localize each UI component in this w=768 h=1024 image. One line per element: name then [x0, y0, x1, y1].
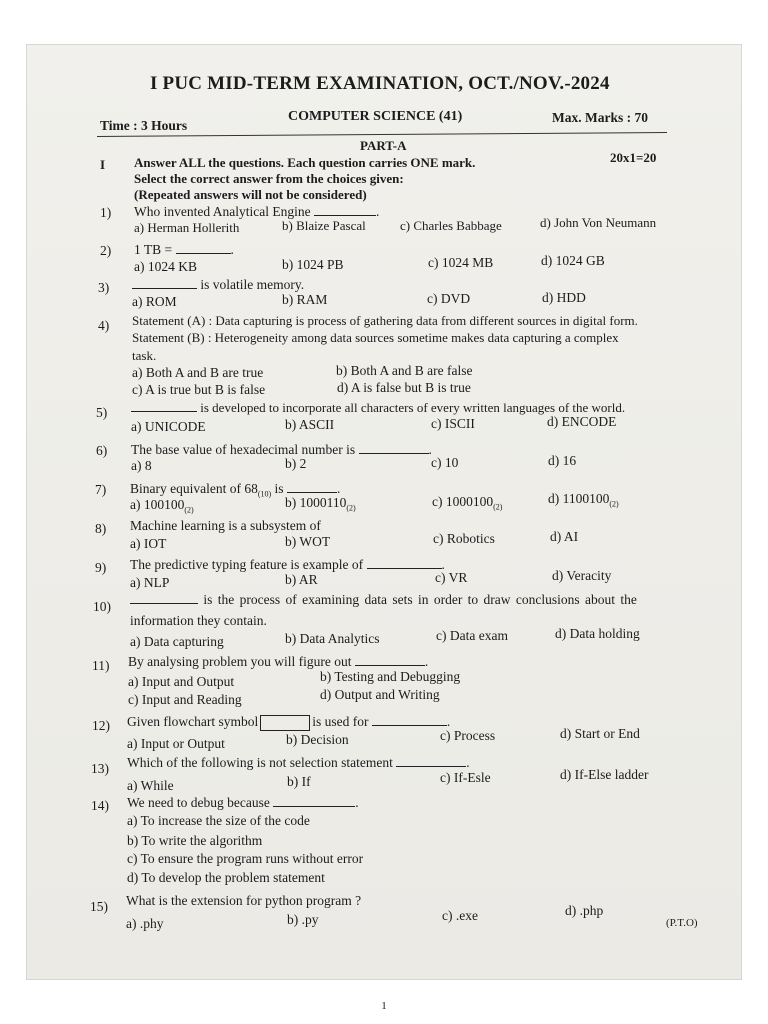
option: a) Herman Hollerith — [134, 220, 240, 235]
option: c) VR — [435, 570, 468, 585]
option: b) Testing and Debugging — [320, 669, 461, 684]
option: b) ASCII — [285, 417, 335, 432]
option: a) Input or Output — [127, 736, 225, 751]
option: d) Data holding — [555, 626, 640, 641]
option: b) 1024 PB — [282, 257, 344, 272]
question-text: Given flowchart symbol is used for . — [127, 714, 451, 729]
question-text: Statement (A) : Data capturing is process of gathering data from different sources in digital form. — [132, 313, 638, 328]
option: a) 1024 KB — [134, 259, 197, 274]
option: b) .py — [287, 912, 319, 927]
question-number: 11) — [92, 658, 110, 673]
option: a) NLP — [130, 575, 170, 590]
question-text: The predictive typing feature is example of . — [130, 557, 445, 572]
question-number: 6) — [96, 443, 108, 458]
instruction-line: (Repeated answers will not be considered) — [134, 187, 367, 202]
flowchart-process-symbol — [260, 715, 310, 731]
question-text: We need to debug because . — [127, 795, 359, 810]
question-text: The base value of hexadecimal number is . — [131, 442, 432, 457]
option: a) UNICODE — [131, 419, 206, 434]
option: c) DVD — [427, 291, 471, 306]
instruction-line: Answer ALL the questions. Each question carries ONE mark. — [134, 155, 476, 170]
option: a) Both A and B are true — [132, 365, 264, 380]
option: c) If-Esle — [440, 770, 491, 785]
option: c) 10 — [431, 455, 459, 470]
option: d) Veracity — [552, 568, 612, 583]
option: d) Start or End — [560, 726, 640, 741]
question-number: 13) — [91, 761, 109, 776]
question-number: 1) — [100, 205, 112, 220]
option: d) AI — [550, 529, 579, 544]
option: c) A is true but B is false — [132, 382, 266, 397]
question-number: 4) — [98, 318, 110, 333]
option: c) .exe — [442, 908, 478, 923]
option: b) Both A and B are false — [336, 363, 473, 378]
question-text: By analysing problem you will figure out . — [128, 654, 429, 669]
option: c) Input and Reading — [128, 692, 242, 707]
question-text: 1 TB = . — [134, 242, 234, 257]
option: a) IOT — [130, 536, 167, 551]
question-number: 14) — [91, 798, 109, 813]
question-text: What is the extension for python program ? — [126, 893, 362, 908]
option: c) Charles Babbage — [400, 218, 502, 233]
question-number: 7) — [95, 482, 107, 497]
option: b) Data Analytics — [285, 631, 380, 646]
option: b) Decision — [286, 732, 349, 747]
question-number: 10) — [93, 599, 111, 614]
exam-title: I PUC MID-TERM EXAMINATION, OCT./NOV.-2024 — [150, 73, 610, 94]
question-text: Statement (B) : Heterogeneity among data sources sometime makes data capturing a complex — [132, 330, 619, 345]
question-text: Machine learning is a subsystem of — [130, 518, 321, 533]
exam-subject: COMPUTER SCIENCE (41) — [288, 109, 463, 124]
option: a) Input and Output — [128, 674, 235, 689]
option: d) .php — [565, 903, 604, 918]
section-number: I — [100, 157, 106, 172]
option: b) AR — [285, 572, 318, 587]
option: d) 16 — [548, 453, 577, 468]
option: a) 8 — [131, 458, 152, 473]
page-number: 1 — [381, 1000, 387, 1012]
option: b) RAM — [282, 292, 328, 307]
option: d) To develop the problem statement — [127, 870, 325, 885]
question-number: 15) — [90, 899, 108, 914]
option: d) If-Else ladder — [560, 767, 649, 782]
question-number: 12) — [92, 718, 110, 733]
option: c) ISCII — [431, 416, 475, 431]
question-number: 3) — [98, 280, 110, 295]
option: d) 1024 GB — [541, 253, 605, 268]
option: b) WOT — [285, 534, 331, 549]
option: a) Data capturing — [130, 634, 224, 649]
instruction-line: Select the correct answer from the choices given: — [134, 171, 404, 186]
question-text: Which of the following is not selection statement . — [127, 755, 470, 770]
option: c) Data exam — [436, 628, 508, 643]
max-marks: Max. Marks : 70 — [552, 110, 648, 125]
option: c) To ensure the program runs without error — [127, 851, 364, 866]
option: b) Blaize Pascal — [282, 218, 366, 233]
question-number: 8) — [95, 521, 107, 536]
section-marks: 20x1=20 — [610, 150, 657, 165]
option: b) To write the algorithm — [127, 833, 263, 848]
option: a) $100100_{(2)}$ — [130, 497, 194, 515]
question-text: is volatile memory. — [132, 276, 304, 293]
option: d) ENCODE — [547, 414, 617, 429]
option: c) Robotics — [433, 531, 495, 546]
option: b) 2 — [285, 456, 307, 471]
part-heading: PART-A — [360, 138, 407, 153]
option: d) John Von Neumann — [540, 215, 657, 230]
option: d) Output and Writing — [320, 687, 440, 702]
option: d) $1100100_{(2)}$ — [548, 491, 619, 509]
exam-time: Time : 3 Hours — [100, 118, 188, 133]
option: a) To increase the size of the code — [127, 813, 310, 828]
please-turn-over: (P.T.O) — [666, 917, 698, 929]
option: b) $1000110_{(2)}$ — [285, 495, 356, 513]
option: a) .phy — [126, 916, 164, 931]
question-text: information they contain. — [130, 613, 267, 628]
question-number: 9) — [95, 560, 107, 575]
option: c) $1000100_{(2)}$ — [432, 494, 503, 512]
question-text: Who invented Analytical Engine . — [134, 204, 380, 219]
option: b) If — [287, 774, 311, 789]
option: a) While — [127, 778, 174, 793]
option: a) ROM — [132, 294, 177, 309]
option: d) A is false but B is true — [337, 380, 471, 395]
option: c) 1024 MB — [428, 255, 494, 270]
question-number: 5) — [96, 405, 108, 420]
question-text: task. — [132, 348, 157, 363]
question-text: is developed to incorporate all characters of every written languages of the world. — [131, 399, 625, 416]
question-text: is the process of examining data sets in order to draw conclusions about the — [130, 591, 637, 608]
question-number: 2) — [100, 243, 112, 258]
option: d) HDD — [542, 290, 586, 305]
question-text: Binary equivalent of $68_{(10)}$ is . — [130, 481, 341, 499]
option: c) Process — [440, 728, 496, 743]
